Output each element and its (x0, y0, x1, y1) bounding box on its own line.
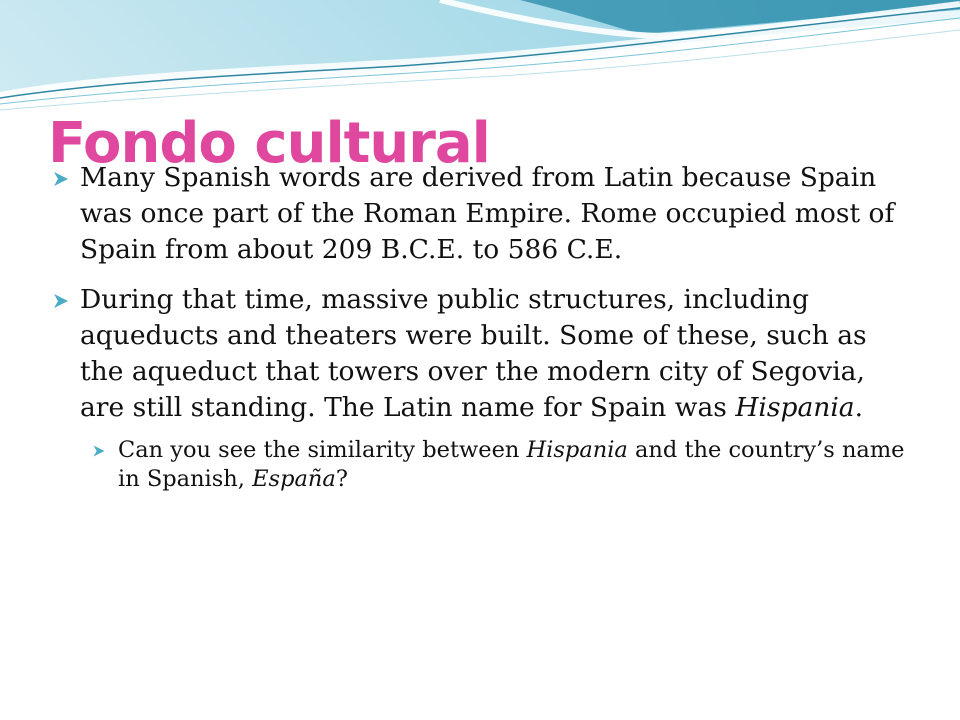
bullet-text-end: . (854, 392, 864, 423)
sub-bullet-emphasis-hispania: Hispania (526, 437, 628, 463)
bullet-item-latin-origin (52, 160, 912, 268)
bullet-text: During that time, massive public structures, including aqueducts and theaters were built. Some of these, such as the aqueduct that towers over the modern city of Segovia, are still standing. The Latin name for Spain was (80, 284, 867, 423)
sub-bullet-text-end: ? (335, 466, 348, 492)
bullet-emphasis-hispania: Hispania (735, 392, 855, 423)
header-wave-decoration (0, 0, 960, 120)
arrow-bullet-icon (52, 170, 70, 188)
bullet-list (52, 160, 912, 494)
arrow-bullet-icon (92, 444, 106, 458)
sub-bullet-emphasis-espana: España (252, 466, 336, 492)
slide-title: Fondo cultural (48, 111, 490, 176)
sub-bullet-item-question (92, 436, 912, 494)
sub-bullet-text: and the country’s name in Spanish, (118, 437, 905, 492)
arrow-bullet-icon (52, 292, 70, 310)
sub-bullet-text: Can you see the similarity between (118, 437, 527, 463)
bullet-item-roman-structures (52, 282, 912, 426)
bullet-text: Many Spanish words are derived from Latin because Spain was once part of the Roman Empire. Rome occupied most of Spain from about 209 B.C.E. to 586 C.E. (80, 162, 895, 265)
